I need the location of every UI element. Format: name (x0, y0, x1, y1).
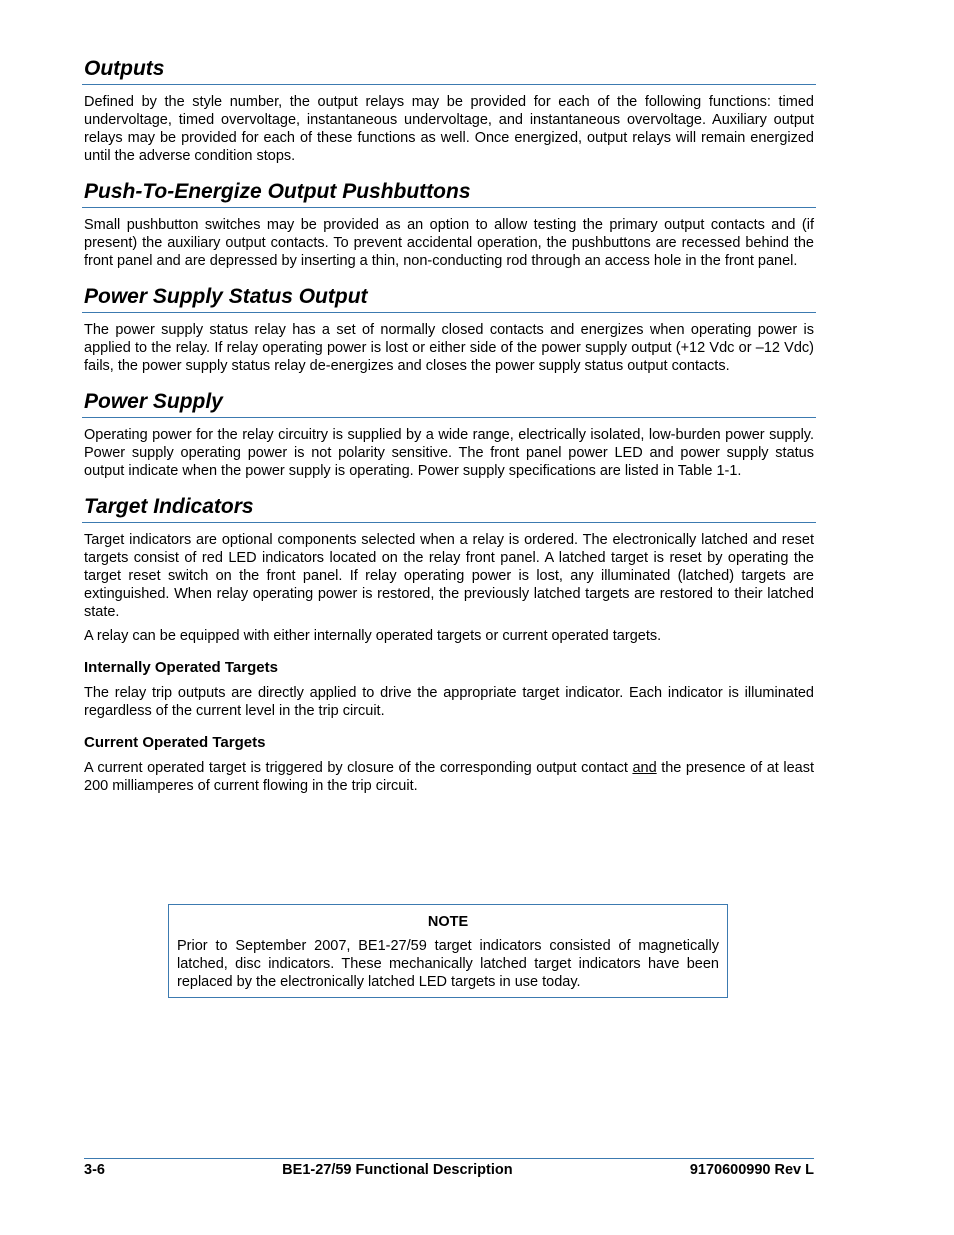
paragraph: Operating power for the relay circuitry is supplied by a wide range, electrically isolated, low-burden power supply. Power supply operating power is not polarity sensitive. The front panel power LED and power supply status output indicate when the power supply is operating. Power supply specifications are listed in Table 1-1. (84, 427, 814, 479)
section-power-supply (84, 389, 814, 480)
section-pushbuttons (84, 179, 814, 270)
paragraph: Small pushbutton switches may be provided as an option to allow testing the primary output contacts and (if present) the auxiliary output contacts. To prevent accidental operation, the pushbuttons are recessed behind the front panel and are depressed by inserting a thin, non-conducting rod through an access hole in the front panel. (84, 217, 814, 269)
section-heading: Outputs (82, 56, 816, 85)
note-text: Prior to September 2007, BE1-27/59 target indicators consisted of magnetically latched, disc indicators. These mechanically latched target indicators have been replaced by the electronically latched LED targets in use today. (177, 938, 719, 990)
section-target-indicators (84, 494, 814, 795)
section-outputs (84, 56, 814, 165)
subsection-heading: Current Operated Targets (84, 734, 266, 751)
paragraph: Defined by the style number, the output relays may be provided for each of the following functions: timed undervoltage, timed overvoltage, instantaneous undervoltage, and instantaneous overvoltage. Auxiliary output relays may be provided for each of these functions as well. Once energized, output relays will remain energized until the adverse condition stops. (84, 94, 814, 164)
paragraph: The power supply status relay has a set of normally closed contacts and energizes when operating power is applied to the relay. If relay operating power is lost or either side of the power supply output (+12 Vdc or –12 Vdc) fails, the power supply status relay de-energizes and closes the power supply status output contacts. (84, 322, 814, 374)
section-power-supply-status (84, 284, 814, 375)
footer-doc-number: 9170600990 Rev L (689, 1162, 814, 1178)
subsection-heading: Internally Operated Targets (84, 659, 278, 676)
footer-page-number: 3-6 (84, 1162, 105, 1178)
note-box (168, 904, 728, 998)
underlined-word: and (632, 760, 657, 776)
paragraph: Target indicators are optional components selected when a relay is ordered. The electronically latched and reset targets consist of red LED indicators located on the relay front panel. A latched target is reset by operating the target reset switch on the front panel. If relay operating power is lost, any illuminated (latched) targets are extinguished. When relay operating power is restored, the previously latched targets are restored to their latched state. (84, 532, 814, 620)
section-heading: Push-To-Energize Output Pushbuttons (82, 179, 816, 208)
section-heading: Power Supply Status Output (82, 284, 816, 313)
paragraph (84, 759, 814, 795)
paragraph: A relay can be equipped with either internally operated targets or current operated targets. (84, 628, 662, 644)
footer-title: BE1-27/59 Functional Description (282, 1162, 513, 1178)
document-body (84, 56, 814, 809)
page-footer (84, 1158, 814, 1179)
text-run: the presence of at least 200 milliamperes of current flowing in the trip circuit. (84, 760, 815, 794)
note-title: NOTE (427, 914, 469, 930)
text-run: A current operated target is triggered by closure of the corresponding output contact (84, 760, 633, 776)
paragraph: The relay trip outputs are directly applied to drive the appropriate target indicator. Each indicator is illuminated regardless of the current level in the trip circuit. (84, 685, 814, 719)
section-heading: Power Supply (82, 389, 816, 418)
section-heading: Target Indicators (82, 494, 816, 523)
